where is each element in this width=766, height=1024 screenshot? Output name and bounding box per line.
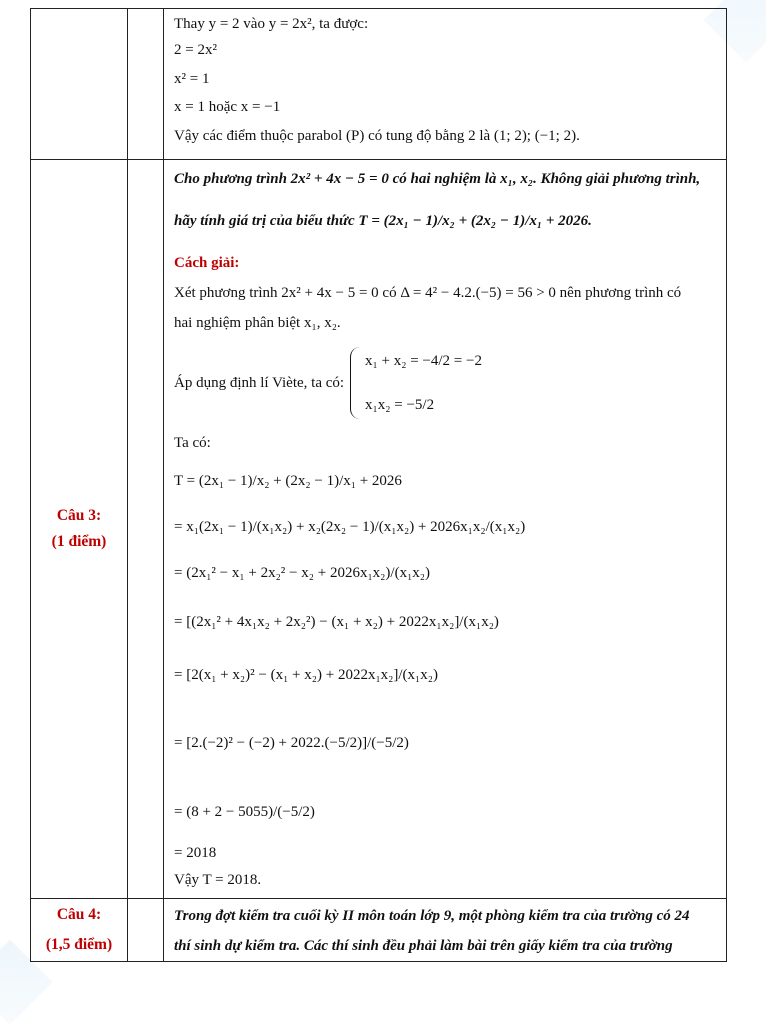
math-step: = (2x₁² − x₁ + 2x₂² − x₂ + 2026x₁x₂)/(x₁x₂)	[174, 565, 431, 581]
question-prompt: Cho phương trình 2x² + 4x − 5 = 0 có hai nghiệm là x₁, x₂. Không giải phương trình,	[174, 171, 701, 187]
conclusion: Vậy T = 2018.	[174, 872, 262, 888]
math-step: = x₁(2x₁ − 1)/(x₁x₂) + x₂(2x₂ − 1)/(x₁x₂) + 2026x₁x₂/(x₁x₂)	[174, 519, 526, 535]
solution-table	[30, 8, 727, 962]
text-line: Vậy các điểm thuộc parabol (P) có tung độ bằng 2 là (1; 2); (−1; 2).	[174, 128, 580, 144]
brace-icon	[350, 347, 361, 419]
math-step: = (8 + 2 − 5055)/(−5/2)	[174, 804, 315, 820]
question-prompt: thí sinh dự kiểm tra. Các thí sinh đều phải làm bài trên giấy kiểm tra của trường	[174, 938, 673, 954]
viete-product: x₁x₂ = −5/2	[365, 397, 435, 413]
question-prompt: hãy tính giá trị của biểu thức T = (2x₁ − 1)/x₂ + (2x₂ − 1)/x₁ + 2026.	[174, 213, 592, 229]
text-line: Thay y = 2 vào y = 2x², ta được:	[174, 16, 369, 32]
question-label: Câu 4:	[56, 906, 102, 923]
viete-intro: Áp dụng định lí Viète, ta có:	[174, 375, 345, 391]
table-row	[31, 160, 727, 899]
text-line: Xét phương trình 2x² + 4x − 5 = 0 có Δ = 4² − 4.2.(−5) = 56 > 0 nên phương trình có	[174, 285, 682, 301]
text-line: hai nghiệm phân biệt x₁, x₂.	[174, 315, 341, 331]
math-line: 2 = 2x²	[174, 42, 217, 58]
method-heading: Cách giải:	[174, 255, 240, 271]
math-line: x² = 1	[174, 71, 210, 87]
question-prompt: Trong đợt kiểm tra cuối kỳ II môn toán lớp 9, một phòng kiểm tra của trường có 24	[174, 908, 690, 924]
math-step: = [2.(−2)² − (−2) + 2022.(−5/2)]/(−5/2)	[174, 735, 409, 751]
question-points: (1 điểm)	[51, 533, 107, 550]
viete-sum: x₁ + x₂ = −4/2 = −2	[365, 353, 482, 369]
math-step: = [2(x₁ + x₂)² − (x₁ + x₂) + 2022x₁x₂]/(x₁x₂)	[174, 667, 439, 683]
math-line: x = 1 hoặc x = −1	[174, 99, 281, 115]
question-label: Câu 3:	[56, 507, 102, 524]
math-step: = 2018	[174, 845, 217, 861]
math-step: = [(2x₁² + 4x₁x₂ + 2x₂²) − (x₁ + x₂) + 2022x₁x₂]/(x₁x₂)	[174, 614, 499, 630]
text-line: Ta có:	[174, 435, 211, 451]
table-row	[31, 899, 727, 962]
viete-block	[174, 338, 720, 428]
viete-system	[350, 347, 482, 419]
math-step: T = (2x₁ − 1)/x₂ + (2x₂ − 1)/x₁ + 2026	[174, 473, 402, 489]
question-points: (1,5 điểm)	[45, 936, 113, 953]
table-row	[31, 9, 727, 160]
